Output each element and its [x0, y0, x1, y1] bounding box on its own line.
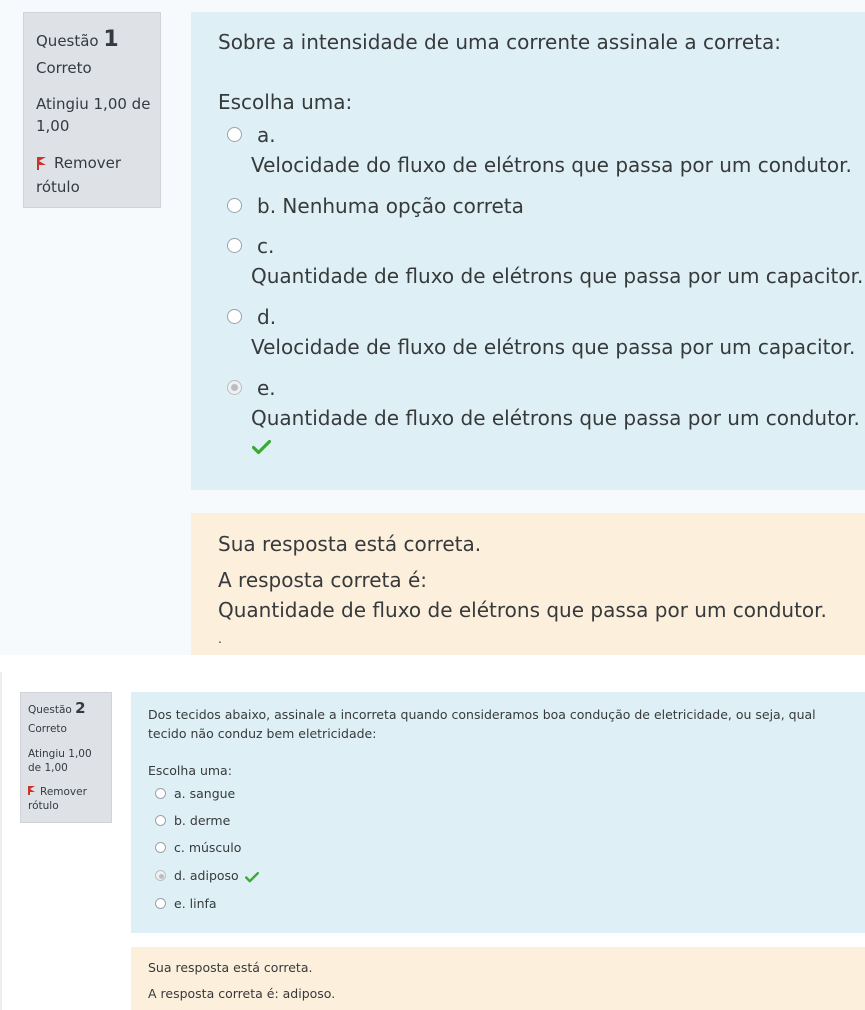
- q2-option-d-radio[interactable]: [155, 870, 166, 881]
- question-2-label: [28, 699, 86, 717]
- option-d-text[interactable]: Velocidade de fluxo de elétrons que passa por um capacitor.: [251, 335, 856, 359]
- question-1-prompt: Escolha uma:: [218, 90, 353, 114]
- option-d-radio[interactable]: [227, 309, 242, 324]
- option-c-letter: c.: [257, 234, 275, 258]
- question-label-text: Questão: [36, 32, 99, 50]
- q2-option-e-text[interactable]: e. linfa: [174, 896, 217, 911]
- question-2-prompt: Escolha uma:: [148, 763, 232, 778]
- question-1-grade: Atingiu 1,00 de 1,00: [36, 95, 151, 135]
- question-number: 2: [75, 699, 86, 717]
- option-e-letter: e.: [257, 376, 276, 400]
- flag-label: Remover rótulo: [28, 786, 87, 812]
- feedback-status: Sua resposta está correta.: [218, 532, 482, 556]
- option-a-letter: a.: [257, 123, 276, 147]
- option-b-letter: b.: [257, 194, 277, 218]
- question-number: 1: [103, 27, 119, 52]
- option-e-text[interactable]: Quantidade de fluxo de elétrons que passa por um condutor.: [251, 406, 860, 430]
- question-1-flag-toggle[interactable]: [36, 151, 154, 199]
- option-a-text[interactable]: Velocidade do fluxo de elétrons que passa por um condutor.: [251, 153, 852, 177]
- question-2-left-border: [0, 672, 2, 1010]
- q2-feedback-status: Sua resposta está correta.: [148, 960, 313, 975]
- option-b-text[interactable]: [257, 194, 524, 218]
- option-c-text[interactable]: Quantidade de fluxo de elétrons que passa por um capacitor.: [251, 264, 864, 288]
- q2-option-c-text[interactable]: c. músculo: [174, 840, 242, 855]
- flag-icon: [28, 786, 36, 795]
- option-e-radio[interactable]: [227, 380, 242, 395]
- correct-check-icon: [252, 440, 271, 455]
- correct-check-icon: [245, 872, 259, 883]
- question-1-text: Sobre a intensidade de uma corrente assinale a correta:: [218, 30, 781, 54]
- option-a-radio[interactable]: [227, 127, 242, 142]
- feedback-answer: Quantidade de fluxo de elétrons que passa por um condutor.: [218, 598, 827, 622]
- question-2-text: Dos tecidos abaixo, assinale a incorreta quando consideramos boa condução de eletricidade, ou seja, qual tecido não conduz bem eletricidade:: [148, 707, 816, 741]
- question-2-info-panel: [20, 692, 112, 823]
- q2-option-b-text[interactable]: b. derme: [174, 813, 231, 828]
- flag-icon: [36, 157, 48, 169]
- q2-feedback-answer: A resposta correta é: adiposo.: [148, 986, 336, 1001]
- question-2-state: Correto: [28, 723, 67, 735]
- q2-option-b-radio[interactable]: [155, 815, 166, 826]
- question-2-flag-toggle[interactable]: [28, 785, 108, 813]
- q2-option-a-text[interactable]: a. sangue: [174, 786, 236, 801]
- feedback-answer-label: A resposta correta é:: [218, 568, 428, 592]
- q2-option-c-radio[interactable]: [155, 842, 166, 853]
- question-1-label: [36, 27, 119, 52]
- question-1-state: Correto: [36, 59, 92, 77]
- option-d-letter: d.: [257, 305, 277, 329]
- option-c-radio[interactable]: [227, 238, 242, 253]
- q2-option-e-radio[interactable]: [155, 898, 166, 909]
- feedback-trailer: .: [218, 632, 222, 646]
- option-b-label: Nenhuma opção correta: [282, 194, 524, 218]
- question-1-info-panel: [23, 12, 161, 208]
- question-2-grade: Atingiu 1,00 de 1,00: [28, 748, 92, 774]
- flag-label: Remover rótulo: [36, 154, 122, 196]
- option-b-radio[interactable]: [227, 198, 242, 213]
- q2-option-d-text[interactable]: d. adiposo: [174, 868, 239, 883]
- q2-option-a-radio[interactable]: [155, 788, 166, 799]
- question-label-text: Questão: [28, 704, 72, 716]
